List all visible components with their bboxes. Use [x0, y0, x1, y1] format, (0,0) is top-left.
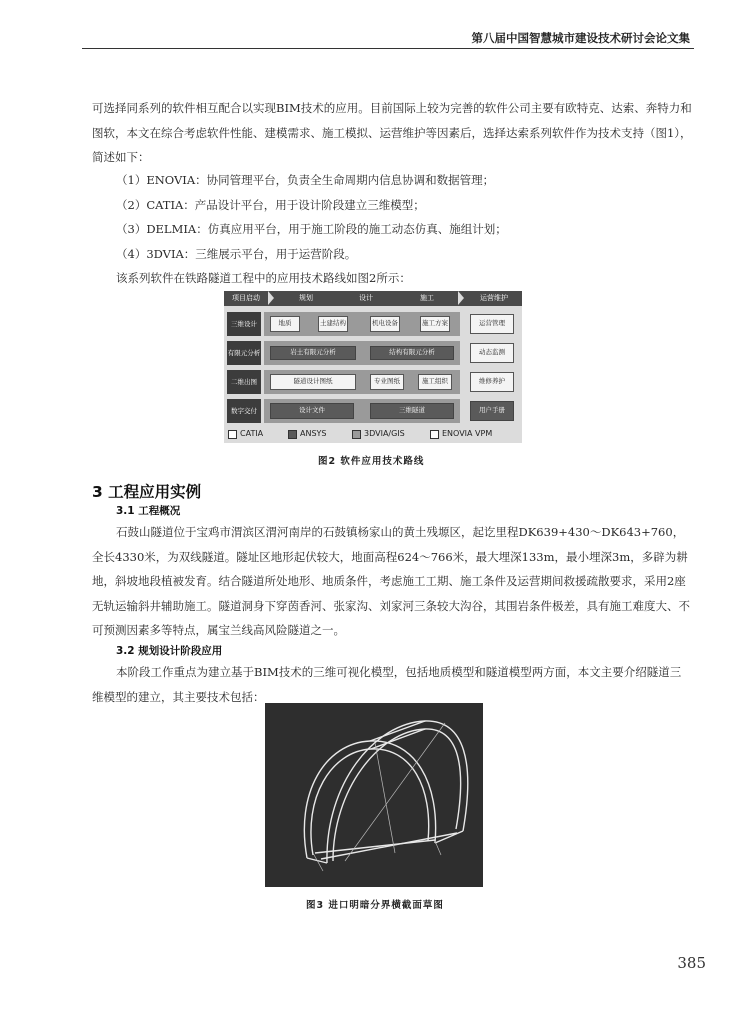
tunnel-cross-section-sketch	[265, 703, 483, 887]
diagram-box: 用户手册	[470, 401, 514, 421]
diagram-box: 隧道设计图纸	[270, 374, 356, 390]
running-header	[82, 26, 694, 49]
diagram-box: 结构有限元分析	[370, 346, 454, 360]
subsection-heading: 3.2 规划设计阶段应用	[116, 645, 223, 657]
proceedings-title: 第八届中国智慧城市建设技术研讨会论文集	[471, 31, 690, 45]
row-label: 有限元分析	[227, 341, 261, 365]
legend-item	[352, 429, 405, 439]
stage-arrow	[268, 291, 274, 305]
list-item: （4）3DVIA：三维展示平台，用于运营阶段。	[116, 246, 357, 261]
diagram-box: 施工组织	[418, 374, 452, 390]
list-item: （3）DELMIA：仿真应用平台，用于施工阶段的施工动态仿真、施组计划；	[116, 222, 507, 236]
legend-label: ENOVIA VPM	[442, 429, 493, 438]
stage-label: 施工	[420, 294, 434, 302]
legend-swatch	[352, 430, 361, 439]
legend-label: 3DVIA/GIS	[364, 429, 405, 438]
diagram-box: 设计文件	[270, 403, 354, 419]
legend-item	[430, 429, 492, 439]
diagram-box: 岩土有限元分析	[270, 346, 356, 360]
project-overview-paragraph: 石鼓山隧道位于宝鸡市渭滨区渭河南岸的石鼓镇杨家山的黄土残塬区，起讫里程DK639+430～DK643+760，全长4330米，为双线隧道。隧址区地形起伏较大，地面高程624～766米，最大埋深133m，最小埋深3m，多辟为耕地，斜坡地段植被发育。结合隧道所处地形、地质条件，考虑施工工期、施工条件及运营期间救援疏散要求，采用2座无轨运输斜井辅助施工。隧道洞身下穿茵香河、张家沟、刘家河三条较大沟谷，其围岩条件极差，具有施工难度大、不可预测因素多等特点，属宝兰线高风险隧道之一。	[92, 525, 690, 637]
legend-item	[228, 429, 263, 439]
software-list	[116, 168, 686, 266]
row-label: 数字交付	[227, 399, 261, 423]
diagram-box: 施工方案	[420, 316, 450, 332]
stage-label: 项目启动	[232, 294, 260, 302]
figure3-image	[265, 703, 483, 887]
list-item: （1）ENOVIA：协同管理平台，负责全生命周期内信息协调和数据管理；	[116, 173, 495, 187]
diagram-box: 三维隧道	[370, 403, 454, 419]
diagram-box: 运营管理	[470, 314, 514, 334]
figure2-diagram	[224, 291, 522, 443]
diagram-box: 地质	[270, 316, 300, 332]
legend-item	[288, 429, 327, 439]
figure2-caption: 图2 软件应用技术路线	[318, 456, 425, 467]
figure3-caption: 图3 进口明暗分界横截面草图	[306, 900, 444, 911]
stage-bar	[224, 291, 522, 306]
legend-swatch	[228, 430, 237, 439]
subsection-heading: 3.1 工程概况	[116, 505, 181, 517]
row-label: 三维设计	[227, 312, 261, 336]
planning-stage-paragraph: 本阶段工作重点为建立基于BIM技术的三维可视化模型，包括地质模型和隧道模型两方面，本文主要介绍隧道三维模型的建立，其主要技术包括：	[92, 665, 682, 704]
stage-label: 运营维护	[480, 294, 508, 302]
list-item: （2）CATIA：产品设计平台，用于设计阶段建立三维模型；	[116, 197, 425, 212]
legend-label: ANSYS	[300, 429, 327, 438]
diagram-box: 动态监测	[470, 343, 514, 363]
section-heading: 3 工程应用实例	[92, 483, 202, 501]
stage-label: 规划	[299, 294, 313, 302]
intro-paragraph: 可选择同系列的软件相互配合以实现BIM技术的应用。目前国际上较为完善的软件公司主要有欧特克、达索、奔特力和图软，本文在综合考虑软件性能、建模需求、施工模拟、运营维护等因素后，选择达索系列软件作为技术支持（图1），简述如下：	[92, 101, 692, 164]
row-label: 二维出图	[227, 370, 261, 394]
diagram-box: 专业图纸	[370, 374, 404, 390]
diagram-box: 机电设备	[370, 316, 400, 332]
legend-label: CATIA	[240, 429, 264, 438]
diagram-box: 土建结构	[318, 316, 348, 332]
stage-label: 设计	[359, 294, 373, 302]
diagram-box: 维修养护	[470, 372, 514, 392]
stage-arrow	[458, 291, 464, 305]
page-number: 385	[677, 954, 706, 972]
figure2-intro: 该系列软件在铁路隧道工程中的应用技术路线如图2所示：	[116, 271, 411, 285]
legend-swatch	[288, 430, 297, 439]
legend-swatch	[430, 430, 439, 439]
